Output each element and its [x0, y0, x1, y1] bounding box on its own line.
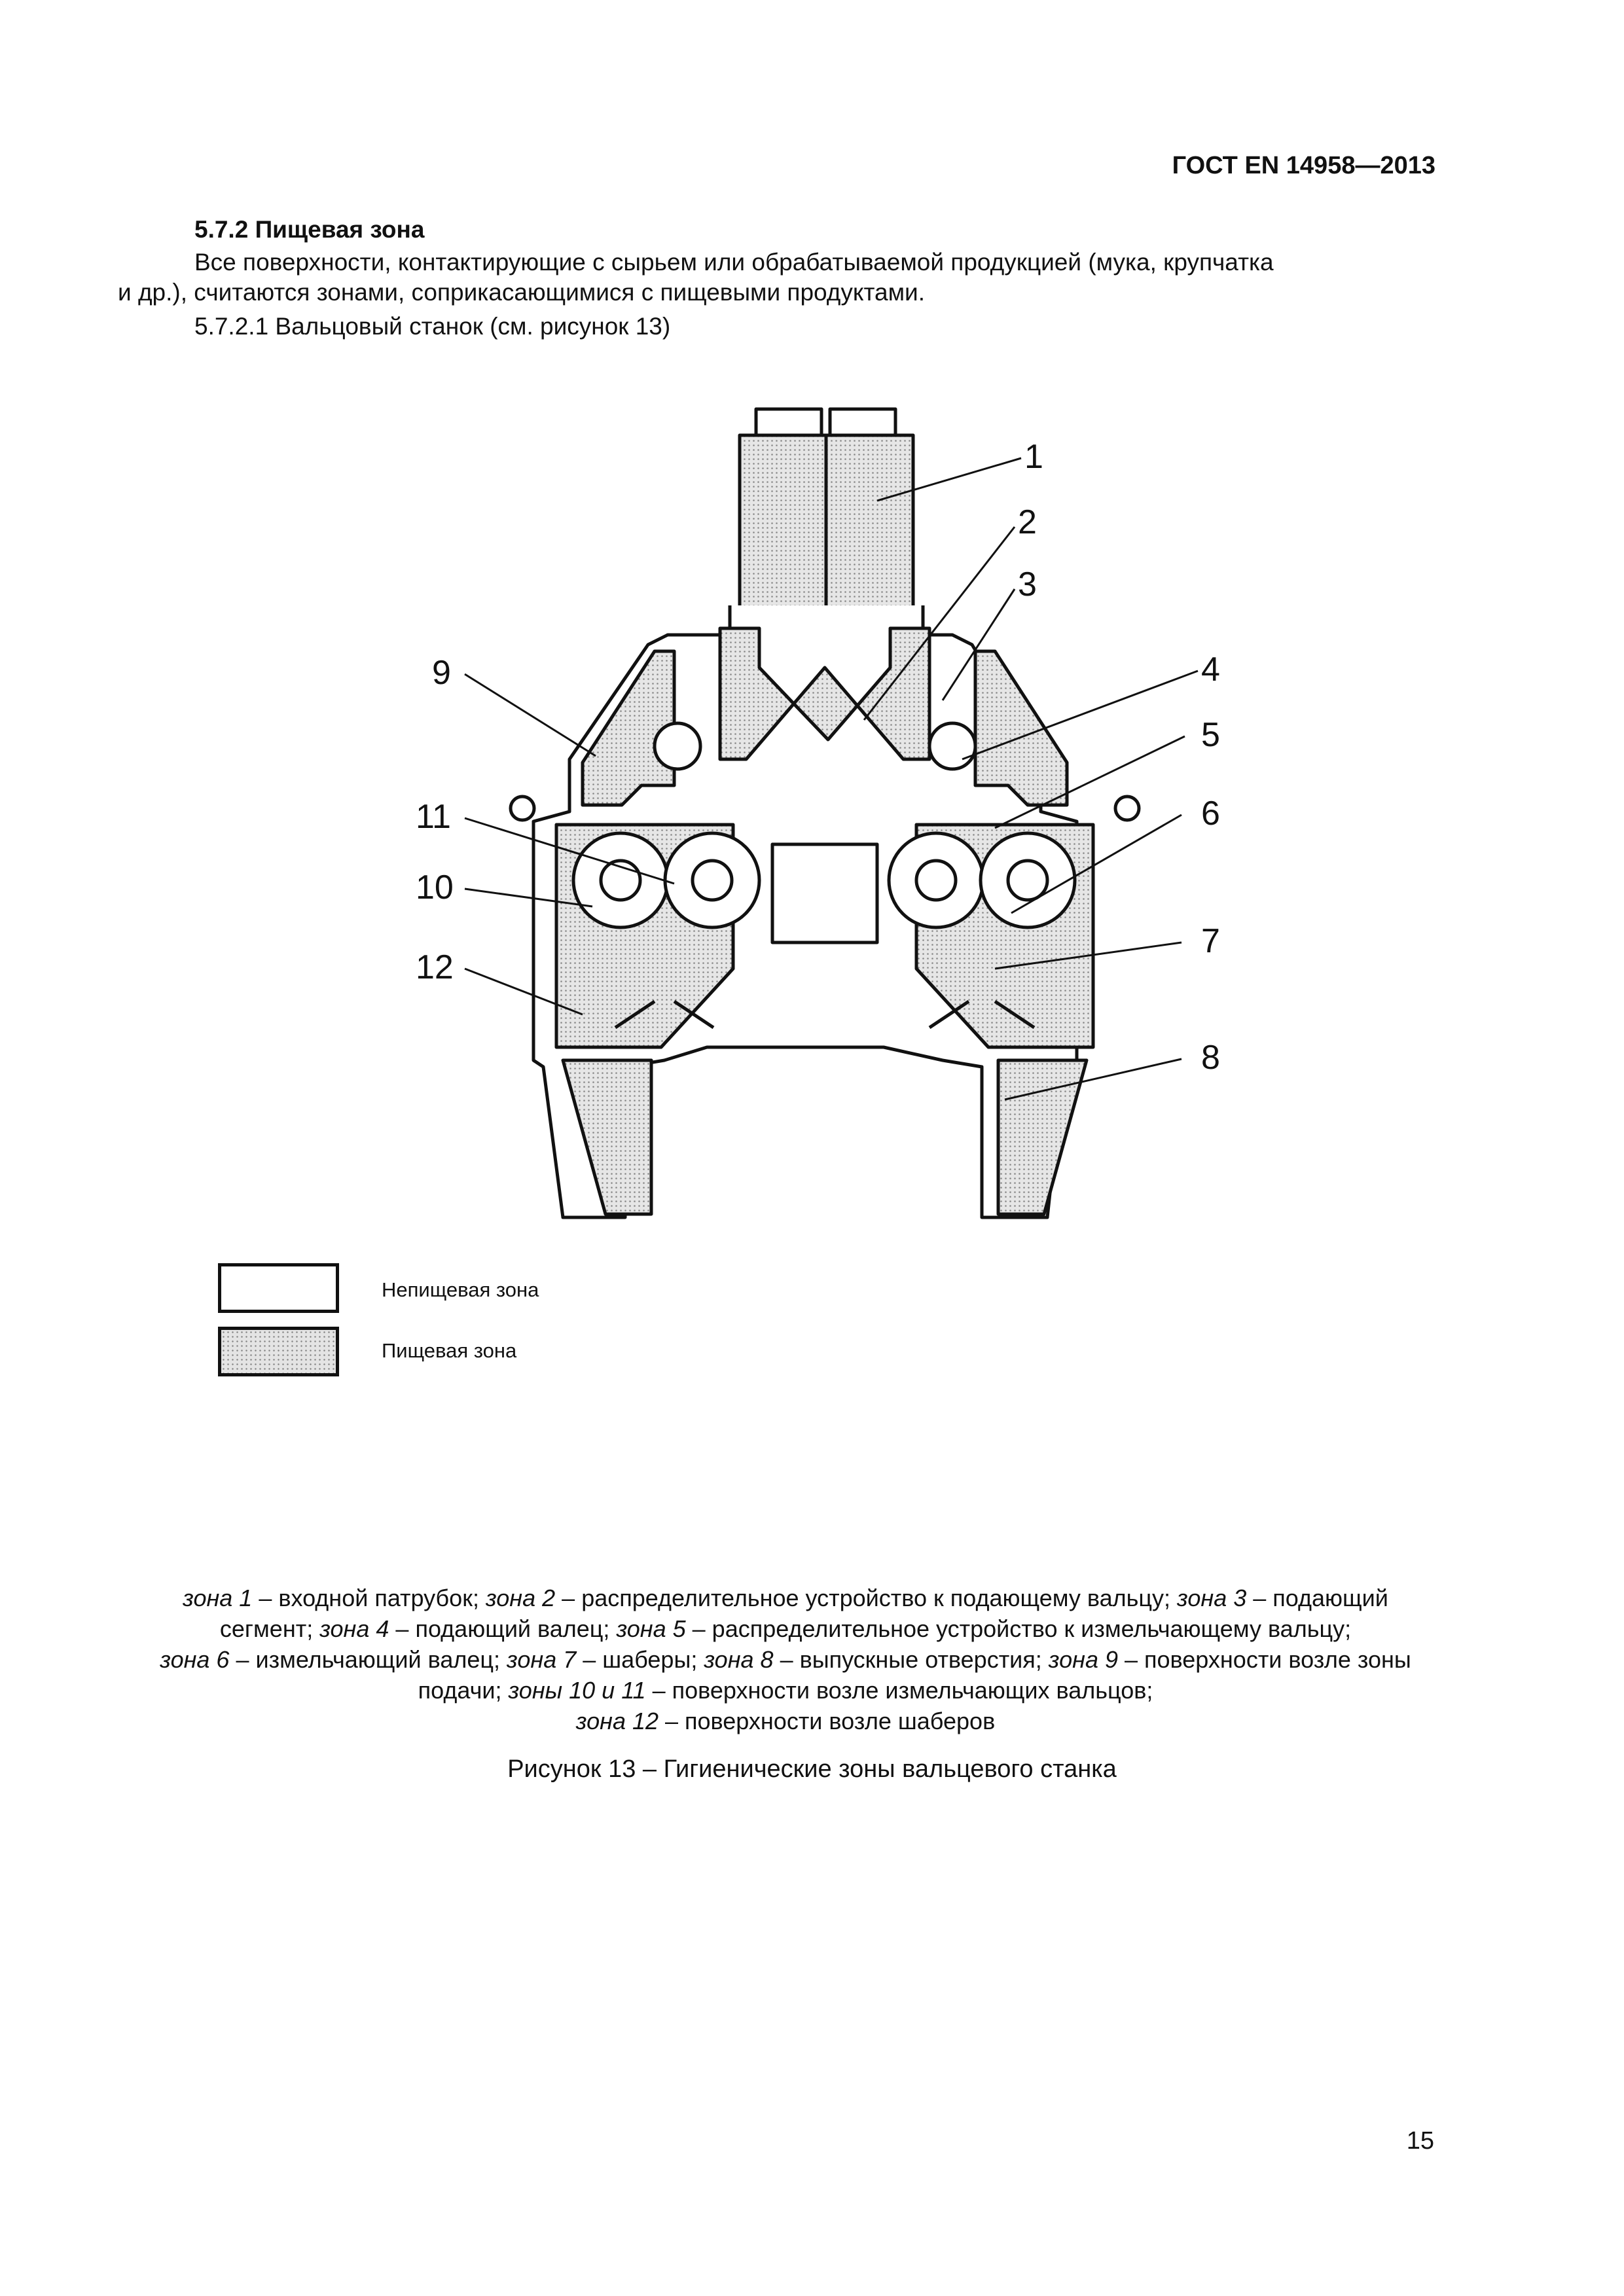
callout-8: 8 — [1201, 1039, 1220, 1077]
document-id-header: ГОСТ EN 14958—2013 — [1172, 152, 1435, 179]
figure-zone-key — [105, 1583, 1466, 1736]
caption-line: подачи; зоны 10 и 11 – поверхности возле измельчающих вальцов; — [418, 1677, 1153, 1704]
paragraph-line: и др.), считаются зонами, соприкасающимися с пищевыми продуктами. — [118, 279, 925, 306]
figure-title: Рисунок 13 – Гигиенические зоны вальцевого станка — [507, 1755, 1117, 1783]
feed-roller-right — [929, 723, 975, 769]
callout-6: 6 — [1201, 795, 1220, 833]
callout-3: 3 — [1018, 565, 1037, 603]
callout-10: 10 — [416, 869, 454, 906]
feed-roller-left — [655, 723, 700, 769]
legend-label-food: Пищевая зона — [382, 1339, 517, 1362]
caption-line: зона 6 – измельчающий валец; зона 7 – шаберы; зона 8 – выпускные отверстия; зона 9 – поверхности возле зоны — [160, 1646, 1411, 1673]
paragraph-line: Все поверхности, контактирующие с сырьем или обрабатываемой продукцией (мука, крупчатка — [194, 249, 1274, 276]
caption-line: сегмент; зона 4 – подающий валец; зона 5 – распределительное устройство к измельчающему вальцу; — [219, 1615, 1352, 1642]
callout-7: 7 — [1201, 922, 1220, 960]
callout-2: 2 — [1018, 503, 1037, 541]
section-heading: 5.7.2 Пищевая зона — [194, 216, 425, 243]
callout-9: 9 — [432, 654, 451, 692]
page-number: 15 — [1406, 2127, 1434, 2155]
section-paragraph — [118, 247, 1427, 308]
roller-mill-diagram — [367, 393, 1283, 1244]
legend-swatch-food — [218, 1327, 339, 1376]
callout-1: 1 — [1024, 438, 1043, 476]
caption-line: зона 1 – входной патрубок; зона 2 – распределительное устройство к подающему вальцу; зона 3 – подающий — [183, 1585, 1388, 1611]
chamber-right-upper — [975, 651, 1067, 805]
callout-12: 12 — [416, 948, 454, 986]
subsection-heading: 5.7.2.1 Вальцовый станок (см. рисунок 13) — [194, 313, 671, 340]
center-bridge — [772, 844, 877, 942]
handwheel-right — [1115, 797, 1139, 820]
callout-11: 11 — [416, 798, 451, 836]
caption-line: зона 12 – поверхности возле шаберов — [575, 1708, 996, 1734]
callout-5: 5 — [1201, 716, 1220, 754]
legend-label-non-food: Непищевая зона — [382, 1278, 539, 1301]
callout-4: 4 — [1201, 651, 1220, 689]
handwheel-left — [511, 797, 534, 820]
legend-swatch-non-food — [218, 1263, 339, 1313]
